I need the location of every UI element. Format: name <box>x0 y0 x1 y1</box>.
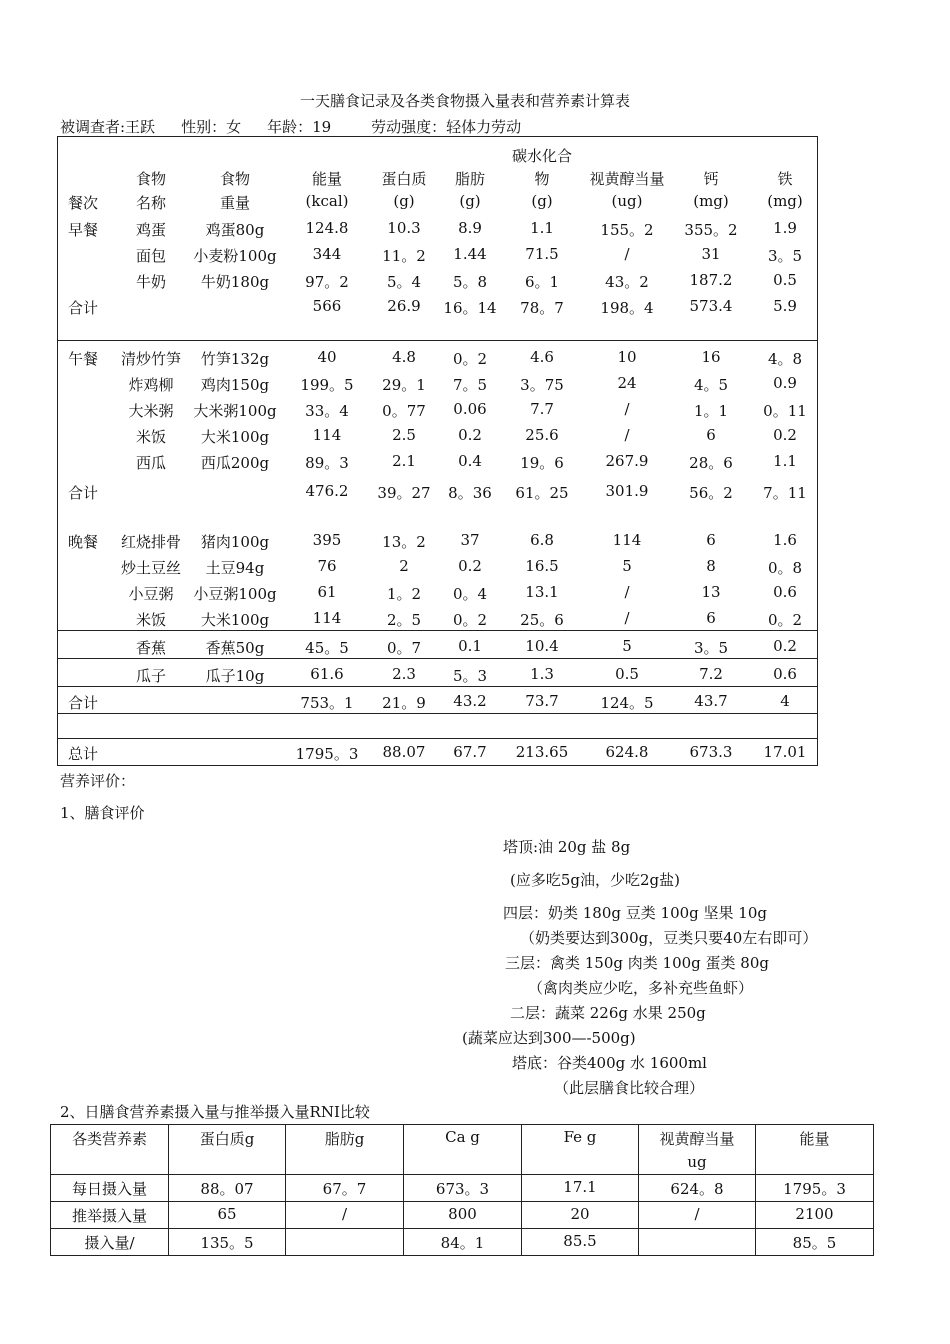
lunch-row-cell: 16 <box>701 348 721 366</box>
subject-name: 被调查者:王跃 <box>60 118 156 136</box>
breakfast-row-cell: 牛奶180g <box>200 273 270 291</box>
lunch-row-cell: 米饭 <box>135 428 166 446</box>
grand-total-cell: 17.01 <box>763 743 807 761</box>
breakfast-row-cell: 0.5 <box>773 271 797 289</box>
compare-cell: 摄入量/ <box>51 1229 169 1256</box>
lunch-row-cell: 267.9 <box>605 452 649 470</box>
breakfast-total-cell: 573.4 <box>689 297 733 315</box>
compare-header-cell: 各类营养素 <box>51 1125 169 1175</box>
grand-total-label: 总计 <box>68 745 99 763</box>
breakfast-row-cell: 小麦粉100g <box>193 247 277 265</box>
header-retinol-sub: (ug) <box>611 192 643 210</box>
lunch-row-cell: / <box>624 400 630 418</box>
header-calcium: 钙 <box>703 170 719 188</box>
dinner-row-cell: 6.8 <box>530 531 554 549</box>
lunch-row-cell: 25.6 <box>525 426 559 444</box>
dinner-row-cell: 25。6 <box>520 611 564 629</box>
dinner-row-cell: 红烧排骨 <box>120 533 181 551</box>
lunch-total-cell: 8。36 <box>448 484 492 502</box>
dinner-row-cell: 6 <box>706 609 716 627</box>
lunch-row-cell: 40 <box>317 348 337 366</box>
lunch-total-cell: 39。27 <box>377 484 431 502</box>
compare-row-intake <box>51 1175 874 1202</box>
lunch-row-cell: 28。6 <box>689 454 733 472</box>
breakfast-total-cell: 78。7 <box>520 299 564 317</box>
compare-header-cell: Ca g <box>404 1125 522 1175</box>
compare-cell: 135。5 <box>169 1229 286 1256</box>
header-food-name: 食物 <box>135 170 166 188</box>
breakfast-row-cell: 155。2 <box>600 221 654 239</box>
dinner-row-cell: 13.1 <box>525 583 559 601</box>
breakfast-total-cell: 5.9 <box>773 297 797 315</box>
dinner-total-cell: 124。5 <box>600 694 654 712</box>
breakfast-total-label: 合计 <box>68 299 99 317</box>
dinner-row-cell: 0。7 <box>386 639 422 657</box>
subject-gender: 性别：女 <box>181 118 242 136</box>
divider-dinner-banana <box>57 630 818 631</box>
lunch-total-cell: 7。11 <box>763 484 807 502</box>
dinner-row-cell: 3。5 <box>693 639 729 657</box>
lunch-total-cell: 476.2 <box>305 482 349 500</box>
dinner-row-cell: 0。2 <box>767 611 803 629</box>
evaluation-title: 营养评价： <box>60 772 136 790</box>
header-iron-sub: (mg) <box>767 192 803 210</box>
pyramid-line: 四层：奶类 180g 豆类 100g 坚果 10g <box>503 904 767 922</box>
lunch-row-cell: 4。8 <box>767 350 803 368</box>
lunch-row-cell: 大米粥100g <box>193 402 277 420</box>
dinner-row-cell: 5 <box>622 557 632 575</box>
dinner-row-cell: 13。2 <box>382 533 426 551</box>
header-carb: 物 <box>534 170 550 188</box>
lunch-row-cell: 7.7 <box>530 400 554 418</box>
breakfast-row-cell: 5。4 <box>386 273 422 291</box>
lunch-total-label: 合计 <box>68 484 99 502</box>
breakfast-row-cell: 鸡蛋 <box>135 221 166 239</box>
dinner-row-cell: 10.4 <box>525 637 559 655</box>
breakfast-row-cell: / <box>624 245 630 263</box>
dinner-total-cell: 753。1 <box>300 694 354 712</box>
dinner-row-cell: 2。5 <box>386 611 422 629</box>
compare-header-cell: 能量 <box>756 1125 874 1175</box>
pyramid-line: 塔底：谷类400g 水 1600ml <box>512 1054 707 1072</box>
lunch-row-cell: 29。1 <box>382 376 426 394</box>
dinner-row-cell: 米饭 <box>135 611 166 629</box>
breakfast-row-cell: 1.9 <box>773 219 797 237</box>
lunch-row-cell: 2.5 <box>392 426 416 444</box>
compare-row-rni <box>51 1202 874 1229</box>
dinner-row-cell: 2.3 <box>392 665 416 683</box>
compare-cell: 88。07 <box>169 1175 286 1202</box>
dinner-row-cell: 8 <box>706 557 716 575</box>
lunch-label: 午餐 <box>68 350 99 368</box>
subject-info <box>60 116 547 137</box>
compare-header-cell <box>639 1125 756 1175</box>
dinner-row-cell: 猪肉100g <box>200 533 270 551</box>
breakfast-row-cell: 71.5 <box>525 245 559 263</box>
divider-breakfast <box>57 340 818 341</box>
dinner-row-cell: 0.1 <box>458 637 482 655</box>
grand-total-cell: 624.8 <box>605 743 649 761</box>
grand-total-cell: 1795。3 <box>295 745 359 763</box>
lunch-row-cell: 0.9 <box>773 374 797 392</box>
compare-header-row <box>51 1125 874 1175</box>
header-iron: 铁 <box>777 170 793 188</box>
dinner-row-cell: 0。8 <box>767 559 803 577</box>
dinner-row-cell: 114 <box>312 609 342 627</box>
compare-header-cell: Fe g <box>522 1125 639 1175</box>
lunch-row-cell: 0.2 <box>458 426 482 444</box>
breakfast-row-cell: 5。8 <box>452 273 488 291</box>
compare-cell: 1795。3 <box>756 1175 874 1202</box>
dinner-total-cell: 43.2 <box>453 692 487 710</box>
compare-cell <box>639 1229 756 1256</box>
lunch-row-cell: 24 <box>617 374 637 392</box>
divider-dinner-total <box>57 686 818 687</box>
divider-dinner-seeds <box>57 658 818 659</box>
breakfast-row-cell: 355。2 <box>684 221 738 239</box>
compare-cell: 85。5 <box>756 1229 874 1256</box>
breakfast-row-cell: 1.1 <box>530 219 554 237</box>
lunch-row-cell: 西瓜 <box>135 454 166 472</box>
lunch-row-cell: 114 <box>312 426 342 444</box>
dinner-row-cell: 7.2 <box>699 665 723 683</box>
dinner-row-cell: 小豆粥100g <box>193 585 277 603</box>
header-energy: 能量 <box>311 170 342 188</box>
dinner-total-cell: 4 <box>780 692 790 710</box>
subject-age: 年龄：19 <box>267 118 332 136</box>
breakfast-row-cell: 3。5 <box>767 247 803 265</box>
rni-compare-table <box>50 1124 874 1256</box>
pyramid-line: （此层膳食比较合理） <box>554 1079 705 1097</box>
lunch-row-cell: 1。1 <box>693 402 729 420</box>
dinner-row-cell: 香蕉 <box>135 639 166 657</box>
grand-total-cell: 673.3 <box>689 743 733 761</box>
header-meal: 餐次 <box>68 194 99 212</box>
compare-cell: 800 <box>404 1202 522 1229</box>
breakfast-row-cell: 1.44 <box>453 245 487 263</box>
header-food-weight-sub: 重量 <box>219 194 250 212</box>
header-protein: 蛋白质 <box>381 170 427 188</box>
compare-row-ratio <box>51 1229 874 1256</box>
lunch-row-cell: 0。77 <box>382 402 426 420</box>
lunch-row-cell: 0。2 <box>452 350 488 368</box>
breakfast-row-cell: 10.3 <box>387 219 421 237</box>
compare-cell: / <box>639 1202 756 1229</box>
lunch-row-cell: 10 <box>617 348 637 366</box>
lunch-row-cell: 89。3 <box>305 454 349 472</box>
dinner-row-cell: 114 <box>612 531 642 549</box>
dinner-row-cell: 2 <box>399 557 409 575</box>
lunch-row-cell: 大米100g <box>200 428 270 446</box>
lunch-row-cell: 0.4 <box>458 452 482 470</box>
dinner-row-cell: 76 <box>317 557 337 575</box>
dinner-row-cell: 5。3 <box>452 667 488 685</box>
dinner-row-cell: 37 <box>460 531 480 549</box>
compare-cell: 673。3 <box>404 1175 522 1202</box>
breakfast-total-cell: 198。4 <box>600 299 654 317</box>
pyramid-line: 二层：蔬菜 226g 水果 250g <box>510 1004 706 1022</box>
breakfast-row-cell: 344 <box>312 245 342 263</box>
dinner-row-cell: 13 <box>701 583 721 601</box>
lunch-row-cell: 清炒竹笋 <box>120 350 181 368</box>
compare-cell: 17.1 <box>522 1175 639 1202</box>
compare-cell: 65 <box>169 1202 286 1229</box>
compare-header-cell: 蛋白质g <box>169 1125 286 1175</box>
dinner-row-cell: 61.6 <box>310 665 344 683</box>
lunch-row-cell: 199。5 <box>300 376 354 394</box>
pyramid-line: 塔顶:油 20g 盐 8g <box>503 838 631 856</box>
dinner-total-label: 合计 <box>68 694 99 712</box>
dinner-row-cell: 0。2 <box>452 611 488 629</box>
dinner-row-cell: 炒土豆丝 <box>120 559 181 577</box>
lunch-row-cell: 4。5 <box>693 376 729 394</box>
lunch-total-cell: 301.9 <box>605 482 649 500</box>
breakfast-row-cell: 97。2 <box>305 273 349 291</box>
dinner-row-cell: 瓜子 <box>135 667 166 685</box>
lunch-row-cell: 2.1 <box>392 452 416 470</box>
breakfast-row-cell: 6。1 <box>524 273 560 291</box>
header-fat: 脂肪 <box>454 170 485 188</box>
pyramid-line: (蔬菜应达到300—-500g) <box>462 1029 636 1047</box>
lunch-row-cell: 0.06 <box>453 400 487 418</box>
lunch-row-cell: 3。75 <box>520 376 564 394</box>
header-energy-sub: (kcal) <box>305 192 349 210</box>
compare-cell: 推举摄入量 <box>51 1202 169 1229</box>
compare-cell: 2100 <box>756 1202 874 1229</box>
breakfast-total-cell: 566 <box>312 297 342 315</box>
dinner-row-cell: 0.5 <box>615 665 639 683</box>
divider-blank <box>57 713 818 714</box>
section-diet-evaluation: 1、膳食评价 <box>60 804 145 822</box>
compare-cell <box>286 1229 404 1256</box>
lunch-row-cell: 炸鸡柳 <box>128 376 174 394</box>
dinner-row-cell: 6 <box>706 531 716 549</box>
lunch-row-cell: 0.2 <box>773 426 797 444</box>
lunch-row-cell: 西瓜200g <box>200 454 270 472</box>
dinner-row-cell: 0。4 <box>452 585 488 603</box>
compare-cell: 85.5 <box>522 1229 639 1256</box>
compare-header-cell: 脂肪g <box>286 1125 404 1175</box>
header-fat-sub: (g) <box>459 192 481 210</box>
header-food-name-sub: 名称 <box>135 194 166 212</box>
header-carb-top: 碳水化合 <box>511 147 572 165</box>
dinner-row-cell: 土豆94g <box>205 559 265 577</box>
lunch-row-cell: 1.1 <box>773 452 797 470</box>
header-calcium-sub: (mg) <box>693 192 729 210</box>
dinner-row-cell: / <box>624 583 630 601</box>
dinner-row-cell: 16.5 <box>525 557 559 575</box>
dinner-row-cell: 0.2 <box>458 557 482 575</box>
lunch-row-cell: 6 <box>706 426 716 444</box>
divider-grand-total <box>57 738 818 739</box>
breakfast-total-cell: 26.9 <box>387 297 421 315</box>
header-carb-sub: (g) <box>531 192 553 210</box>
dinner-row-cell: / <box>624 609 630 627</box>
lunch-row-cell: 0。11 <box>763 402 807 420</box>
subject-labor: 劳动强度：轻体力劳动 <box>371 118 522 136</box>
compare-cell: 67。7 <box>286 1175 404 1202</box>
breakfast-row-cell: 8.9 <box>458 219 482 237</box>
lunch-row-cell: 7。5 <box>452 376 488 394</box>
lunch-row-cell: 竹笋132g <box>200 350 270 368</box>
dinner-row-cell: 0.6 <box>773 583 797 601</box>
lunch-row-cell: / <box>624 426 630 444</box>
compare-cell: 624。8 <box>639 1175 756 1202</box>
breakfast-row-cell: 11。2 <box>382 247 426 265</box>
lunch-row-cell: 4.6 <box>530 348 554 366</box>
pyramid-line: （奶类要达到300g，豆类只要40左右即可） <box>520 929 818 947</box>
pyramid-line: 三层：禽类 150g 肉类 100g 蛋类 80g <box>505 954 769 972</box>
dinner-row-cell: 小豆粥 <box>128 585 174 603</box>
dinner-row-cell: 1.6 <box>773 531 797 549</box>
dinner-row-cell: 大米100g <box>200 611 270 629</box>
dinner-row-cell: 0.2 <box>773 637 797 655</box>
compare-header-retinol: 视黄醇当量 <box>659 1130 735 1148</box>
dinner-row-cell: 395 <box>312 531 342 549</box>
grand-total-cell: 88.07 <box>382 743 426 761</box>
dinner-row-cell: 1。2 <box>386 585 422 603</box>
grand-total-cell: 213.65 <box>515 743 569 761</box>
lunch-row-cell: 大米粥 <box>128 402 174 420</box>
dinner-row-cell: 5 <box>622 637 632 655</box>
header-food-weight: 食物 <box>219 170 250 188</box>
breakfast-row-cell: 31 <box>701 245 721 263</box>
lunch-total-cell: 61。25 <box>515 484 569 502</box>
breakfast-row-cell: 鸡蛋80g <box>205 221 265 239</box>
breakfast-row-cell: 124.8 <box>305 219 349 237</box>
pyramid-line: (应多吃5g油，少吃2g盐) <box>510 871 680 889</box>
dinner-row-cell: 61 <box>317 583 337 601</box>
compare-cell: 20 <box>522 1202 639 1229</box>
dinner-total-cell: 73.7 <box>525 692 559 710</box>
breakfast-label: 早餐 <box>68 221 99 239</box>
section-rni-compare: 2、日膳食营养素摄入量与推举摄入量RNI比较 <box>60 1103 370 1121</box>
dinner-row-cell: 1.3 <box>530 665 554 683</box>
compare-cell: 每日摄入量 <box>51 1175 169 1202</box>
breakfast-row-cell: 牛奶 <box>135 273 166 291</box>
lunch-row-cell: 19。6 <box>520 454 564 472</box>
dinner-row-cell: 瓜子10g <box>205 667 265 685</box>
lunch-row-cell: 4.8 <box>392 348 416 366</box>
breakfast-row-cell: 面包 <box>135 247 166 265</box>
dinner-row-cell: 0.6 <box>773 665 797 683</box>
breakfast-row-cell: 187.2 <box>689 271 733 289</box>
header-protein-sub: (g) <box>393 192 415 210</box>
compare-header-retinol-unit: ug <box>687 1153 707 1171</box>
dinner-row-cell: 45。5 <box>305 639 349 657</box>
grand-total-cell: 67.7 <box>453 743 487 761</box>
page-title: 一天膳食记录及各类食物摄入量表和营养素计算表 <box>299 92 630 110</box>
breakfast-row-cell: 43。2 <box>605 273 649 291</box>
compare-cell: / <box>286 1202 404 1229</box>
lunch-row-cell: 33。4 <box>305 402 349 420</box>
pyramid-line: （禽肉类应少吃，多补充些鱼虾） <box>528 979 754 997</box>
compare-cell: 84。1 <box>404 1229 522 1256</box>
lunch-total-cell: 56。2 <box>689 484 733 502</box>
breakfast-total-cell: 16。14 <box>443 299 497 317</box>
dinner-label: 晚餐 <box>68 533 99 551</box>
dinner-total-cell: 21。9 <box>382 694 426 712</box>
dinner-row-cell: 香蕉50g <box>205 639 265 657</box>
dinner-total-cell: 43.7 <box>694 692 728 710</box>
header-retinol: 视黄醇当量 <box>589 170 665 188</box>
lunch-row-cell: 鸡肉150g <box>200 376 270 394</box>
